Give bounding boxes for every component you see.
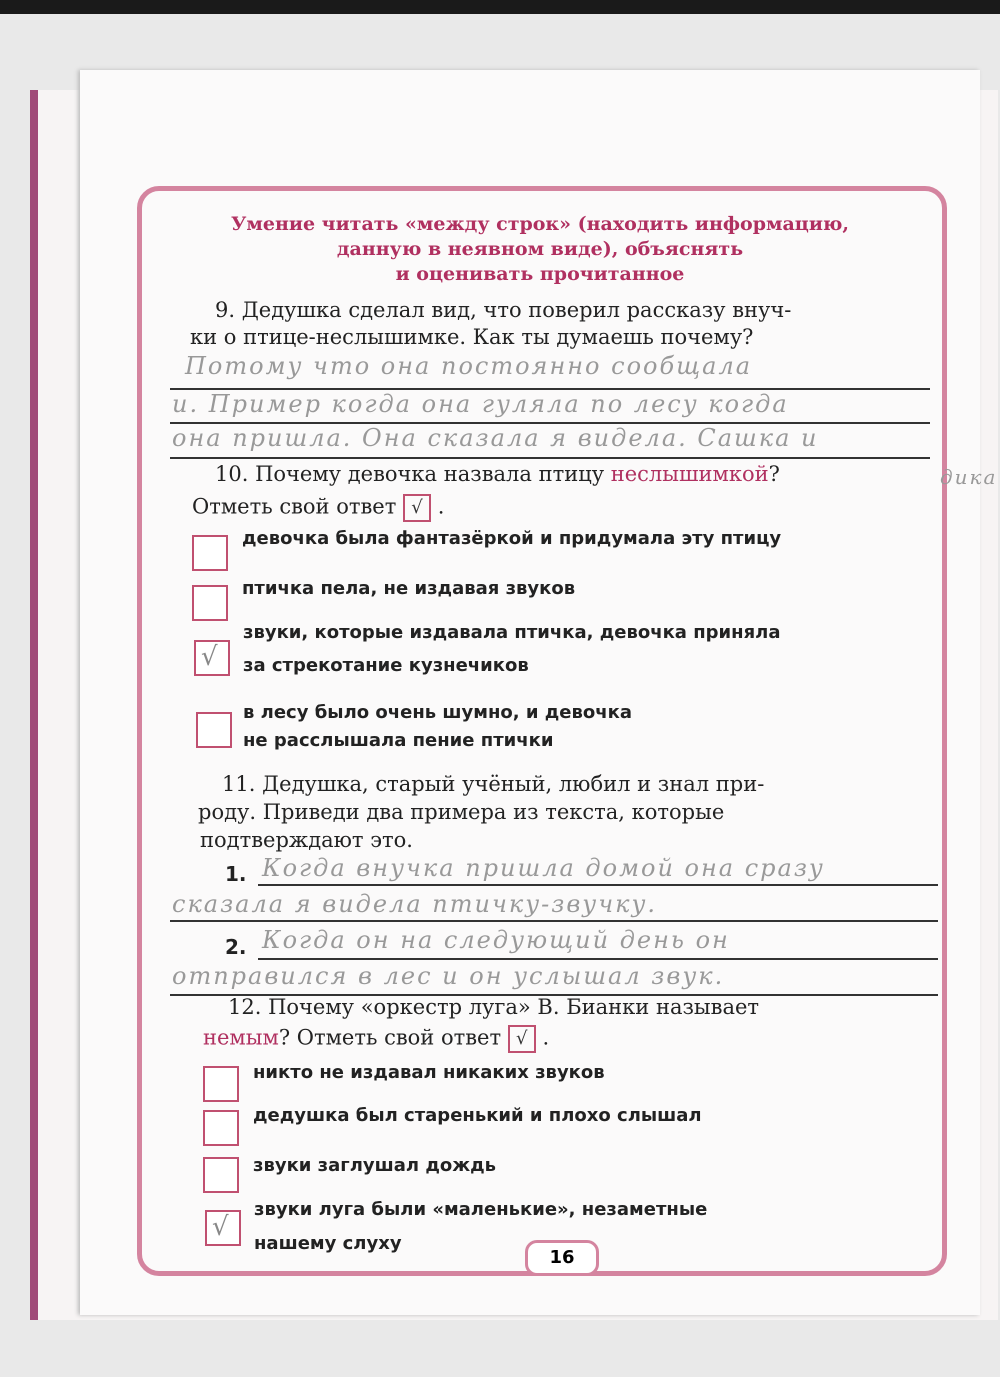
check-sample-box: √ [508, 1025, 536, 1053]
q10-option-2-checkbox[interactable] [192, 585, 228, 621]
q11-text-1: 11. Дедушка, старый учёный, любил и знал при- [222, 772, 765, 796]
section-heading-3: и оценивать прочитанное [395, 263, 685, 285]
q12-option-4-label-2: нашему слуху [254, 1233, 402, 1254]
q10-option-1-label: девочка была фантазёркой и придумала эту птицу [242, 528, 782, 549]
q10-option-3-label-2: за стрекотание кузнечиков [243, 655, 529, 676]
q12-option-2-checkbox[interactable] [203, 1110, 239, 1146]
q12-option-3-checkbox[interactable] [203, 1157, 239, 1193]
q9-answer-2: и. Пример когда она гуляла по лесу когда [172, 390, 789, 418]
section-heading-2: данную в неявном виде), объяснять [336, 238, 744, 260]
q11-answer-2-line-2: отправился в лес и он услышал звук. [172, 962, 725, 990]
check-sample-box: √ [403, 494, 431, 522]
margin-note: дика [940, 465, 998, 489]
q9-answer-1: Потому что она постоянно сообщала [185, 352, 753, 380]
q11-answer-1-line-1: Когда внучка пришла домой она сразу [262, 854, 825, 882]
q9-text-1: 9. Дедушка сделал вид, что поверил рассказу внуч- [215, 298, 792, 322]
q11-number-1: 1. [225, 862, 247, 886]
checkmark-icon: √ [212, 1212, 229, 1242]
q10-option-3-label: звуки, которые издавала птичка, девочка приняла [243, 622, 781, 643]
q10-option-3-checkbox[interactable] [194, 640, 230, 676]
scan-edge [0, 0, 1000, 14]
q12-option-3-label: звуки заглушал дождь [253, 1155, 497, 1176]
q12-option-4-label: звуки луга были «маленькие», незаметные [254, 1199, 708, 1220]
q11-text-2: роду. Приведи два примера из текста, которые [198, 800, 725, 824]
q12-option-1-label: никто не издавал никаких звуков [253, 1062, 605, 1083]
q12-text-1: 12. Почему «оркестр луга» В. Бианки называет [228, 995, 760, 1019]
q11-text-3: подтверждают это. [200, 828, 413, 852]
q10-text-1: 10. Почему девочка назвала птицу неслышимкой? [215, 462, 780, 486]
answer-line [170, 920, 938, 922]
q10-option-4-checkbox[interactable] [196, 712, 232, 748]
q11-answer-2-line-1: Когда он на следующий день он [262, 926, 730, 954]
q11-number-2: 2. [225, 935, 247, 959]
page-number: 16 [525, 1240, 599, 1276]
q10-option-1-checkbox[interactable] [192, 535, 228, 571]
section-heading-1: Умение читать «между строк» (находить информацию, [230, 213, 850, 235]
q10-option-4-label: в лесу было очень шумно, и девочка [243, 702, 632, 723]
q9-answer-3: она пришла. Она сказала я видела. Сашка и [172, 424, 819, 452]
answer-line [258, 958, 938, 960]
q12-option-4-checkbox[interactable] [205, 1210, 241, 1246]
answer-line [258, 884, 938, 886]
q12-text-2: немым? Отметь свой ответ √ . [203, 1025, 549, 1053]
q12-option-2-label: дедушка был старенький и плохо слышал [253, 1105, 702, 1126]
checkmark-icon: √ [201, 642, 218, 672]
q10-option-4-label-2: не расслышала пение птички [243, 730, 554, 751]
q9-text-2: ки о птице-неслышимке. Как ты думаешь почему? [190, 325, 754, 349]
q10-text-2: Отметь свой ответ √ . [192, 494, 444, 522]
answer-line [170, 457, 930, 459]
q11-answer-1-line-2: сказала я видела птичку-звучку. [172, 890, 658, 918]
q12-option-1-checkbox[interactable] [203, 1066, 239, 1102]
q10-option-2-label: птичка пела, не издавая звуков [242, 578, 576, 599]
